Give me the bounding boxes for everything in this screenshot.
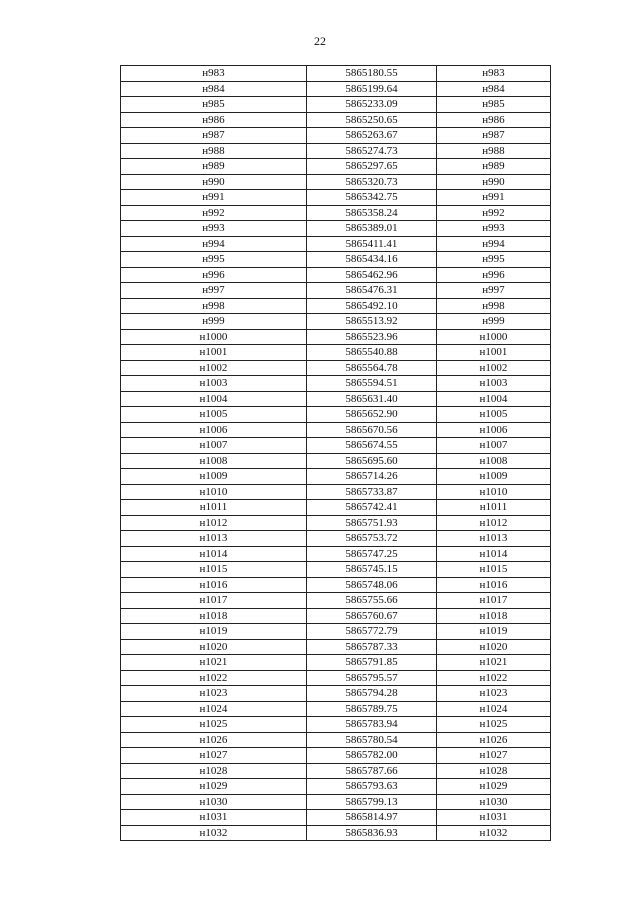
coordinate-cell: 5865358.24: [307, 205, 437, 221]
point-id-cell: н1025: [437, 717, 551, 733]
table-row: [121, 531, 551, 547]
coordinate-cell: 5865540.88: [307, 345, 437, 361]
coordinates-table: [120, 65, 551, 841]
coordinate-cell: 5865492.10: [307, 298, 437, 314]
table-row: [121, 128, 551, 144]
coordinate-cell: 5865674.55: [307, 438, 437, 454]
point-id-cell: н1004: [437, 391, 551, 407]
point-id-cell: н1014: [121, 546, 307, 562]
table-row: [121, 608, 551, 624]
point-id-cell: н1000: [121, 329, 307, 345]
point-id-cell: н1006: [437, 422, 551, 438]
table-row: [121, 190, 551, 206]
coordinate-cell: 5865199.64: [307, 81, 437, 97]
point-id-cell: н993: [121, 221, 307, 237]
coordinate-cell: 5865799.13: [307, 794, 437, 810]
point-id-cell: н1007: [121, 438, 307, 454]
coordinate-cell: 5865411.41: [307, 236, 437, 252]
point-id-cell: н996: [437, 267, 551, 283]
point-id-cell: н988: [437, 143, 551, 159]
table-row: [121, 825, 551, 841]
coordinate-cell: 5865233.09: [307, 97, 437, 113]
point-id-cell: н1001: [437, 345, 551, 361]
table-row: [121, 298, 551, 314]
coordinate-cell: 5865748.06: [307, 577, 437, 593]
point-id-cell: н999: [437, 314, 551, 330]
table-row: [121, 252, 551, 268]
coordinate-cell: 5865836.93: [307, 825, 437, 841]
point-id-cell: н1024: [437, 701, 551, 717]
point-id-cell: н990: [121, 174, 307, 190]
point-id-cell: н1016: [437, 577, 551, 593]
coordinate-cell: 5865814.97: [307, 810, 437, 826]
point-id-cell: н988: [121, 143, 307, 159]
table-row: [121, 407, 551, 423]
table-row: [121, 794, 551, 810]
point-id-cell: н991: [437, 190, 551, 206]
table-row: [121, 515, 551, 531]
point-id-cell: н1009: [121, 469, 307, 485]
point-id-cell: н986: [121, 112, 307, 128]
point-id-cell: н1023: [437, 686, 551, 702]
point-id-cell: н989: [437, 159, 551, 175]
point-id-cell: н992: [121, 205, 307, 221]
table-row: [121, 174, 551, 190]
table-row: [121, 81, 551, 97]
point-id-cell: н1031: [437, 810, 551, 826]
coordinate-cell: 5865772.79: [307, 624, 437, 640]
coordinate-cell: 5865631.40: [307, 391, 437, 407]
point-id-cell: н1005: [437, 407, 551, 423]
point-id-cell: н1010: [437, 484, 551, 500]
table-row: [121, 639, 551, 655]
coordinate-cell: 5865745.15: [307, 562, 437, 578]
point-id-cell: н1013: [121, 531, 307, 547]
point-id-cell: н1017: [437, 593, 551, 609]
point-id-cell: н995: [437, 252, 551, 268]
point-id-cell: н983: [121, 66, 307, 82]
coordinate-cell: 5865320.73: [307, 174, 437, 190]
table-row: [121, 655, 551, 671]
coordinate-cell: 5865695.60: [307, 453, 437, 469]
coordinate-cell: 5865753.72: [307, 531, 437, 547]
page-number: 22: [314, 34, 326, 48]
coordinate-cell: 5865751.93: [307, 515, 437, 531]
table-row: [121, 143, 551, 159]
point-id-cell: н1030: [121, 794, 307, 810]
point-id-cell: н1016: [121, 577, 307, 593]
table-row: [121, 283, 551, 299]
point-id-cell: н1021: [437, 655, 551, 671]
coordinate-cell: 5865434.16: [307, 252, 437, 268]
point-id-cell: н1029: [437, 779, 551, 795]
table-row: [121, 159, 551, 175]
point-id-cell: н1027: [437, 748, 551, 764]
point-id-cell: н1023: [121, 686, 307, 702]
coordinate-cell: 5865462.96: [307, 267, 437, 283]
point-id-cell: н1026: [437, 732, 551, 748]
point-id-cell: н997: [121, 283, 307, 299]
point-id-cell: н1003: [121, 376, 307, 392]
point-id-cell: н986: [437, 112, 551, 128]
point-id-cell: н1010: [121, 484, 307, 500]
point-id-cell: н992: [437, 205, 551, 221]
table-row: [121, 810, 551, 826]
coordinate-cell: 5865180.55: [307, 66, 437, 82]
point-id-cell: н1011: [121, 500, 307, 516]
point-id-cell: н984: [121, 81, 307, 97]
table-row: [121, 66, 551, 82]
coordinate-cell: 5865342.75: [307, 190, 437, 206]
coordinate-cell: 5865652.90: [307, 407, 437, 423]
coordinate-cell: 5865747.25: [307, 546, 437, 562]
point-id-cell: н987: [437, 128, 551, 144]
point-id-cell: н1001: [121, 345, 307, 361]
point-id-cell: н1028: [121, 763, 307, 779]
table-row: [121, 562, 551, 578]
coordinate-cell: 5865787.66: [307, 763, 437, 779]
table-row: [121, 422, 551, 438]
point-id-cell: н1020: [121, 639, 307, 655]
table-row: [121, 112, 551, 128]
point-id-cell: н1031: [121, 810, 307, 826]
table-row: [121, 484, 551, 500]
point-id-cell: н1008: [437, 453, 551, 469]
coordinate-cell: 5865523.96: [307, 329, 437, 345]
table-row: [121, 763, 551, 779]
point-id-cell: н1002: [437, 360, 551, 376]
coordinate-cell: 5865250.65: [307, 112, 437, 128]
coordinate-cell: 5865274.73: [307, 143, 437, 159]
point-id-cell: н1024: [121, 701, 307, 717]
table-row: [121, 779, 551, 795]
table-row: [121, 345, 551, 361]
point-id-cell: н1018: [121, 608, 307, 624]
point-id-cell: н1022: [437, 670, 551, 686]
point-id-cell: н1026: [121, 732, 307, 748]
point-id-cell: н991: [121, 190, 307, 206]
table-row: [121, 732, 551, 748]
table-row: [121, 500, 551, 516]
point-id-cell: н1018: [437, 608, 551, 624]
coordinate-cell: 5865791.85: [307, 655, 437, 671]
point-id-cell: н1000: [437, 329, 551, 345]
table-row: [121, 438, 551, 454]
coordinate-cell: 5865476.31: [307, 283, 437, 299]
coordinate-cell: 5865297.65: [307, 159, 437, 175]
coordinate-cell: 5865742.41: [307, 500, 437, 516]
coordinate-cell: 5865793.63: [307, 779, 437, 795]
point-id-cell: н1017: [121, 593, 307, 609]
point-id-cell: н983: [437, 66, 551, 82]
coordinate-cell: 5865795.57: [307, 670, 437, 686]
coordinate-cell: 5865755.66: [307, 593, 437, 609]
coordinate-cell: 5865780.54: [307, 732, 437, 748]
coordinate-cell: 5865782.00: [307, 748, 437, 764]
point-id-cell: н996: [121, 267, 307, 283]
table-row: [121, 205, 551, 221]
table-row: [121, 593, 551, 609]
table-row: [121, 453, 551, 469]
point-id-cell: н999: [121, 314, 307, 330]
table-row: [121, 670, 551, 686]
point-id-cell: н1015: [121, 562, 307, 578]
point-id-cell: н1029: [121, 779, 307, 795]
point-id-cell: н998: [121, 298, 307, 314]
table-row: [121, 314, 551, 330]
point-id-cell: н985: [121, 97, 307, 113]
point-id-cell: н990: [437, 174, 551, 190]
point-id-cell: н1012: [121, 515, 307, 531]
coordinate-cell: 5865263.67: [307, 128, 437, 144]
coordinate-cell: 5865760.67: [307, 608, 437, 624]
point-id-cell: н1009: [437, 469, 551, 485]
coordinate-cell: 5865594.51: [307, 376, 437, 392]
point-id-cell: н1030: [437, 794, 551, 810]
table-row: [121, 624, 551, 640]
coordinate-cell: 5865670.56: [307, 422, 437, 438]
coordinate-cell: 5865513.92: [307, 314, 437, 330]
point-id-cell: н1005: [121, 407, 307, 423]
point-id-cell: н1014: [437, 546, 551, 562]
point-id-cell: н989: [121, 159, 307, 175]
coordinate-cell: 5865783.94: [307, 717, 437, 733]
point-id-cell: н1020: [437, 639, 551, 655]
coordinate-cell: 5865733.87: [307, 484, 437, 500]
point-id-cell: н1032: [121, 825, 307, 841]
coordinate-cell: 5865389.01: [307, 221, 437, 237]
point-id-cell: н994: [121, 236, 307, 252]
coordinate-cell: 5865564.78: [307, 360, 437, 376]
point-id-cell: н1002: [121, 360, 307, 376]
table-row: [121, 376, 551, 392]
point-id-cell: н1015: [437, 562, 551, 578]
point-id-cell: н995: [121, 252, 307, 268]
table-row: [121, 236, 551, 252]
table-row: [121, 686, 551, 702]
point-id-cell: н985: [437, 97, 551, 113]
point-id-cell: н1021: [121, 655, 307, 671]
table-row: [121, 97, 551, 113]
table-body: [121, 66, 551, 841]
point-id-cell: н998: [437, 298, 551, 314]
point-id-cell: н1019: [437, 624, 551, 640]
point-id-cell: н1006: [121, 422, 307, 438]
point-id-cell: н994: [437, 236, 551, 252]
point-id-cell: н1013: [437, 531, 551, 547]
point-id-cell: н1022: [121, 670, 307, 686]
table-row: [121, 748, 551, 764]
point-id-cell: н1019: [121, 624, 307, 640]
point-id-cell: н1007: [437, 438, 551, 454]
table-row: [121, 360, 551, 376]
point-id-cell: н1008: [121, 453, 307, 469]
table-row: [121, 329, 551, 345]
point-id-cell: н1027: [121, 748, 307, 764]
point-id-cell: н1012: [437, 515, 551, 531]
point-id-cell: н987: [121, 128, 307, 144]
point-id-cell: н1028: [437, 763, 551, 779]
point-id-cell: н984: [437, 81, 551, 97]
table-row: [121, 717, 551, 733]
coordinate-cell: 5865789.75: [307, 701, 437, 717]
point-id-cell: н993: [437, 221, 551, 237]
coordinate-cell: 5865787.33: [307, 639, 437, 655]
table-row: [121, 221, 551, 237]
point-id-cell: н997: [437, 283, 551, 299]
table-row: [121, 546, 551, 562]
table-row: [121, 469, 551, 485]
table-row: [121, 577, 551, 593]
point-id-cell: н1004: [121, 391, 307, 407]
point-id-cell: н1032: [437, 825, 551, 841]
table-row: [121, 267, 551, 283]
table-row: [121, 701, 551, 717]
point-id-cell: н1025: [121, 717, 307, 733]
point-id-cell: н1003: [437, 376, 551, 392]
point-id-cell: н1011: [437, 500, 551, 516]
table-row: [121, 391, 551, 407]
coordinate-cell: 5865794.28: [307, 686, 437, 702]
coordinate-cell: 5865714.26: [307, 469, 437, 485]
